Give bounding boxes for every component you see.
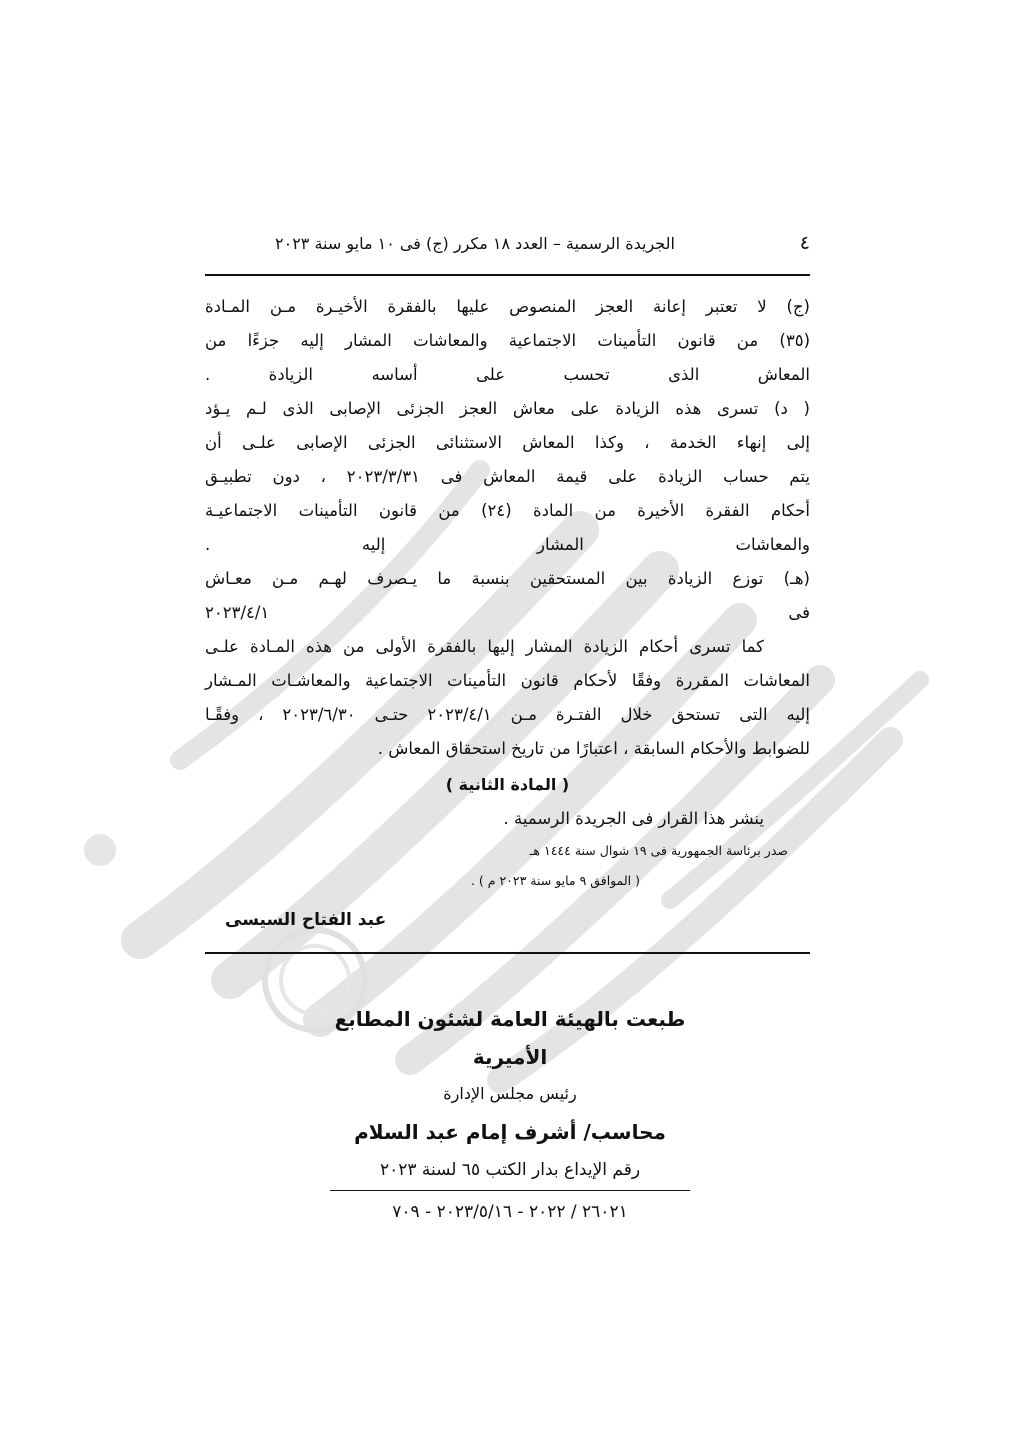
item-line: (ج) لا تعتبر إعانة العجز المنصوص عليها بالفقرة الأخيـرة مـن المـادة xyxy=(205,297,810,316)
president-signature: عبد الفتاح السيسى xyxy=(225,910,387,930)
paragraph-line: إليه التى تستحق خلال الفتـرة مـن ٢٠٢٣/٤/١ حتـى ٢٠٢٣/٦/٣٠ ، وفقًـا xyxy=(205,705,810,724)
item-line: فى ٢٠٢٣/٤/١ xyxy=(205,603,810,622)
print-code: ٢٦٠٢١ / ٢٠٢٢ - ٢٠٢٣/٥/١٦ - ٧٠٩ xyxy=(392,1202,628,1222)
deposit-number: رقم الإيداع بدار الكتب ٦٥ لسنة ٢٠٢٣ xyxy=(379,1160,641,1180)
paragraph-line: كما تسرى أحكام الزيادة المشار إليها بالفقرة الأولى من هذه المـادة علـى xyxy=(205,637,764,656)
item-line: يتم حساب الزيادة على قيمة المعاش فى ٢٠٢٣/٣/٣١ ، دون تطبيـق xyxy=(205,467,810,486)
item-line: (٣٥) من قانون التأمينات الاجتماعية والمعاشات المشار إليه جزءًا من xyxy=(205,331,810,350)
footer-divider xyxy=(205,952,810,954)
item-line: (هـ) توزع الزيادة بين المستحقين بنسبة ما يـصرف لهـم مـن معـاش xyxy=(205,569,810,588)
item-line: ( د) تسرى هذه الزيادة على معاش العجز الجزئى الإصابى الذى لـم يـؤد xyxy=(205,399,810,418)
running-title: الجريدة الرسمية – العدد ١٨ مكرر (ج) فى ١٠ مايو سنة ٢٠٢٣ xyxy=(275,234,675,253)
issued-date: صدر برئاسة الجمهورية فى ١٩ شوال سنة ١٤٤٤ هـ xyxy=(529,843,788,858)
closing-paragraph xyxy=(205,630,810,766)
decree-body xyxy=(205,290,810,896)
item-e xyxy=(205,562,810,630)
paragraph-line: للضوابط والأحكام السابقة ، اعتبارًا من تاريخ استحقاق المعاش . xyxy=(377,739,810,758)
chairman-name: محاسب/ أشرف إمام عبد السلام xyxy=(354,1120,666,1144)
item-line: المعاش الذى تحسب على أساسه الزيادة . xyxy=(205,365,810,384)
item-d xyxy=(205,392,810,562)
running-header xyxy=(205,232,810,262)
item-c xyxy=(205,290,810,392)
printer-imprint xyxy=(330,1000,690,1227)
page-number: ٤ xyxy=(799,232,810,254)
article-two-heading: ( المادة الثانية ) xyxy=(445,775,570,794)
board-title: رئيس مجلس الإدارة xyxy=(443,1084,577,1103)
item-line: إلى إنهاء الخدمة ، وكذا المعاش الاستثنائى الجزئى الإصابى علـى أن xyxy=(205,433,810,452)
item-line: أحكام الفقرة الأخيرة من المادة (٢٤) من قانون التأمينات الاجتماعيـة xyxy=(205,501,810,520)
gregorian-date: ( الموافق ٩ مايو سنة ٢٠٢٣ م ) . xyxy=(470,873,640,888)
publish-clause: ينشر هذا القرار فى الجريدة الرسمية . xyxy=(503,809,764,828)
header-divider xyxy=(205,274,810,276)
printed-by: طبعت بالهيئة العامة لشئون المطابع الأميرية xyxy=(334,1007,686,1069)
item-line: والمعاشات المشار إليه . xyxy=(205,535,810,554)
paragraph-line: المعاشات المقررة وفقًا لأحكام قانون التأمينات الاجتماعية والمعاشـات المـشار xyxy=(205,671,810,690)
imprint-divider xyxy=(330,1190,690,1191)
